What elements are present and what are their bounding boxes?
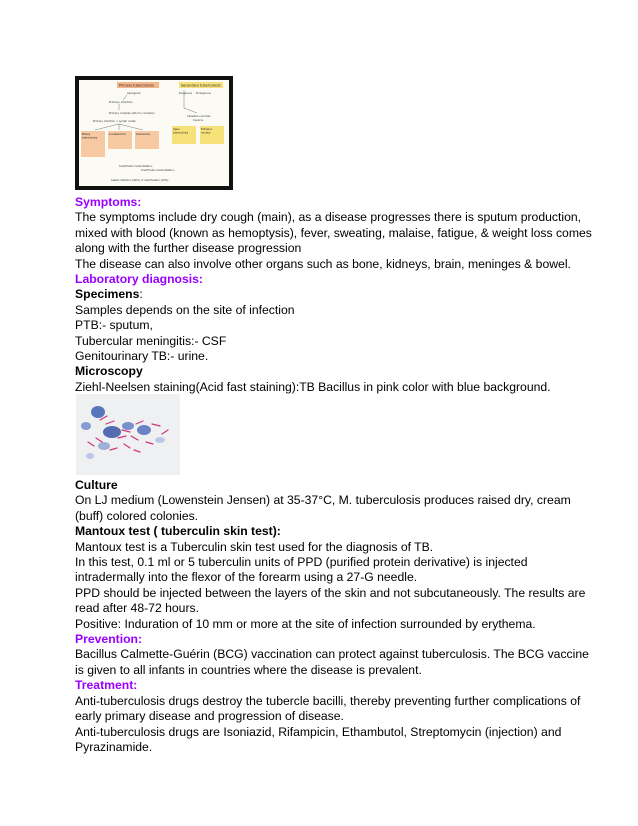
symptoms-line-2: mixed with blood (known as hemoptysis), fever, sweating, malaise, fatigue, & weight loss comes: [75, 225, 592, 240]
flow-node-primary-infection: Primary infection: [109, 100, 133, 104]
treatment-line-2: early primary disease and progression of disease.: [75, 709, 344, 724]
treatment-line-3: Anti-tuberculosis drugs are Isoniazid, Rifampicin, Ethambutol, Streptomycin (injection) and: [75, 724, 562, 739]
specimens-line-2: PTB:- sputum,: [75, 318, 153, 333]
svg-text:Exogenous: Exogenous: [179, 92, 193, 95]
specimens-colon: :: [139, 287, 143, 302]
culture-line-1: On LJ medium (Lowenstein Jensen) at 35-37°C, M. tuberculosis produces raised dry, cream: [75, 493, 571, 508]
mantoux-line-1: Mantoux test is a Tuberculin skin test used for the diagnosis of TB.: [75, 539, 434, 554]
prevention-line-2: is given to all infants in countries where the disease is prevalent.: [75, 662, 422, 677]
svg-text:Endogenous: Endogenous: [196, 92, 211, 95]
svg-text:Miliary: Miliary: [82, 133, 91, 136]
mantoux-line-6: Positive: Induration of 10 mm or more at the site of infection surrounded by erythema.: [75, 616, 536, 631]
culture-heading: Culture: [75, 478, 118, 492]
prevention-line-1: Bacillus Calmette-Guérin (BCG) vaccination can protect against tuberculosis. The BCG vaccine: [75, 647, 589, 662]
flowchart-canvas: [79, 80, 229, 186]
ziehl-neelsen-micrograph: [76, 394, 180, 475]
flowchart-diagram: [79, 80, 229, 186]
mantoux-line-5: read after 48-72 hours.: [75, 601, 199, 616]
svg-text:Open: Open: [173, 128, 180, 131]
mantoux-line-2: In this test, 0.1 ml or 5 tuberculin units of PPD (purified protein derivative) is injected: [75, 555, 528, 570]
prevention-heading: Prevention:: [75, 632, 143, 647]
symptoms-line-1: The symptoms include dry cough (main), as a disease progresses there is sputum production,: [75, 210, 582, 225]
secondary-tb-header: Secondary tuberculosis: [181, 83, 221, 88]
specimens-line-4: Genitourinary TB:- urine.: [75, 349, 209, 364]
specimens-heading: Specimens: [75, 287, 140, 302]
svg-text:tuberculosis: tuberculosis: [82, 136, 98, 140]
symptoms-section: [75, 195, 592, 395]
svg-text:Extrapul-: Extrapul-: [201, 128, 213, 131]
symptoms-line-3: along with the further disease progression: [75, 241, 302, 256]
microscopy-line-1: Ziehl-Neelsen staining(Acid fast staining):TB Bacillus in pink color with blue background.: [75, 379, 551, 394]
micrograph-drawing: [76, 394, 180, 475]
scarification-2: Scarification Sclerotization: [141, 169, 175, 172]
flow-node-aerogenic: Aerogenic: [127, 91, 141, 95]
scarification-1: Scarification Sclerotization: [119, 165, 153, 168]
svg-text:Localized foci: Localized foci: [109, 133, 126, 136]
specimens-line-3: Tubercular meningitis:- CSF: [75, 333, 227, 348]
mantoux-line-3: intradermally into the flexor of the forearm using a 27-G needle.: [75, 570, 418, 585]
primary-tb-header: Primary tuberculosis: [119, 83, 154, 88]
treatment-heading: Treatment:: [75, 678, 138, 693]
treatment-line-4: Pyrazinamide.: [75, 739, 153, 754]
specimens-line-1: Samples depends on the site of infection: [75, 302, 295, 317]
treatment-line-1: Anti-tuberculosis drugs destroy the tubercle bacilli, thereby preventing further complications of: [75, 693, 581, 708]
culture-section: [75, 478, 589, 755]
svg-text:Caseation necrosis: Caseation necrosis: [187, 115, 211, 118]
mantoux-heading: Mantoux test ( tuberculin skin test):: [75, 524, 281, 539]
lab-diagnosis-heading: Laboratory diagnosis:: [75, 272, 203, 287]
flowchart-footer: Latent infection (90%) or reactivation (10%): [111, 179, 169, 182]
mantoux-line-4: PPD should be injected between the layers of the skin and not subcutaneously. The results are: [75, 585, 586, 600]
flow-node-lymph-nodes: Primary infection + lymph nodes: [93, 120, 136, 123]
tuberculosis-flowchart-figure: [75, 76, 233, 190]
microscopy-heading: Microscopy: [75, 364, 143, 379]
svg-text:tuberculosis: tuberculosis: [173, 131, 189, 135]
culture-line-2: (buff) colored colonies.: [75, 508, 199, 523]
symptoms-heading: Symptoms:: [75, 195, 142, 209]
svg-text:monary: monary: [201, 131, 211, 135]
flow-node-primary-complex: Primary complex (Ghon's complex): [109, 112, 155, 115]
svg-text:Granuloma: Granuloma: [136, 133, 150, 136]
specimens-heading-line: [75, 287, 575, 302]
svg-text:Caverns: Caverns: [193, 119, 204, 122]
symptoms-line-4: The disease can also involve other organs such as bone, kidneys, brain, meninges & bowel.: [75, 256, 571, 271]
